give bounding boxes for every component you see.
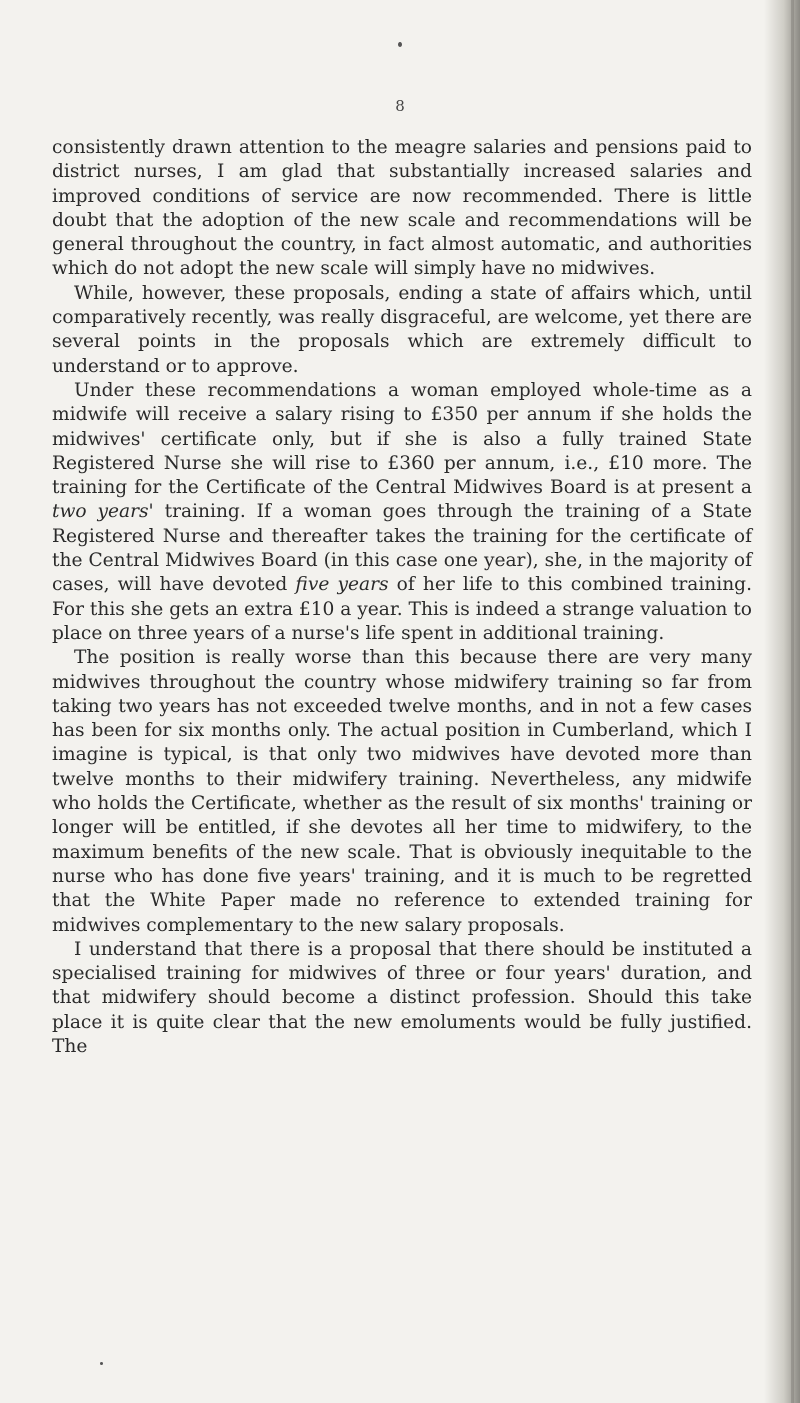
page-edge-line xyxy=(791,0,794,1403)
body-text xyxy=(52,136,752,1059)
page-edge-shadow xyxy=(764,0,800,1403)
paragraph xyxy=(52,379,752,646)
paragraph-text: of her life to this combined training. For this she gets an extra £10 a year. This is indeed a strange valuation to place on three years of a nurse's life spent in additional training. xyxy=(52,574,752,644)
paragraph xyxy=(52,136,752,282)
paragraph-text: Under these recommendations a woman employed whole-time as a midwife will receive a salary rising to £350 per annum if she holds the midwives' certificate only, but if she is also a fully trained State Registered Nurse she will rise to £360 per annum, i.e., £10 more. The training for the Certificate of the Central Midwives Board is at present a xyxy=(52,379,752,499)
paragraph-text: consistently drawn attention to the meagre salaries and pensions paid to district nurses, I am glad that substantially increased salaries and improved conditions of service are now recommended. There is little doubt that the adoption of the new scale and recommendations will be general throughout the country, in fact almost automatic, and authorities which do not adopt the new scale will simply have no midwives. xyxy=(52,137,752,280)
italic-text: two years' xyxy=(52,501,154,523)
italic-text: five years xyxy=(295,574,389,596)
paragraph-text: training. If a woman goes through the training of a State Registered Nurse and thereafter takes the training for the certificate of the Central Midwives Board (in this case one year), she, in the majority of cases, will have devoted xyxy=(52,501,752,596)
paragraph-text: While, however, these proposals, ending a state of affairs which, until comparatively recently, was really disgraceful, are welcome, yet there are several points in the proposals which are extremely difficult to understand or to approve. xyxy=(52,282,752,377)
paragraph xyxy=(52,282,752,379)
paragraph-text: The position is really worse than this because there are very many midwives throughout the country whose midwifery training so far from taking two years has not exceeded twelve months, and in not a few cases has been for six months only. The actual position in Cumberland, which I imagine is typical, is that only two midwives have devoted more than twelve months to their midwifery training. Nevertheless, any midwife who holds the Certificate, whether as the result of six months' training or longer will be entitled, if she devotes all her time to midwifery, to the maximum benefits of the new scale. That is obviously inequitable to the nurse who has done five years' training, and it is much to be regretted that the White Paper made no reference to extended training for midwives complementary to the new salary proposals. xyxy=(52,647,752,936)
page-number: 8 xyxy=(395,97,405,115)
paragraph xyxy=(52,938,752,1059)
paper-speck xyxy=(100,1362,103,1365)
paragraph xyxy=(52,646,752,938)
paper-speck xyxy=(398,42,402,47)
paragraph-text: I understand that there is a proposal that there should be instituted a specialised training for midwives of three or four years' duration, and that midwifery should become a distinct profession. Should this take place it is quite clear that the new emoluments would be fully justified. The xyxy=(52,938,752,1057)
